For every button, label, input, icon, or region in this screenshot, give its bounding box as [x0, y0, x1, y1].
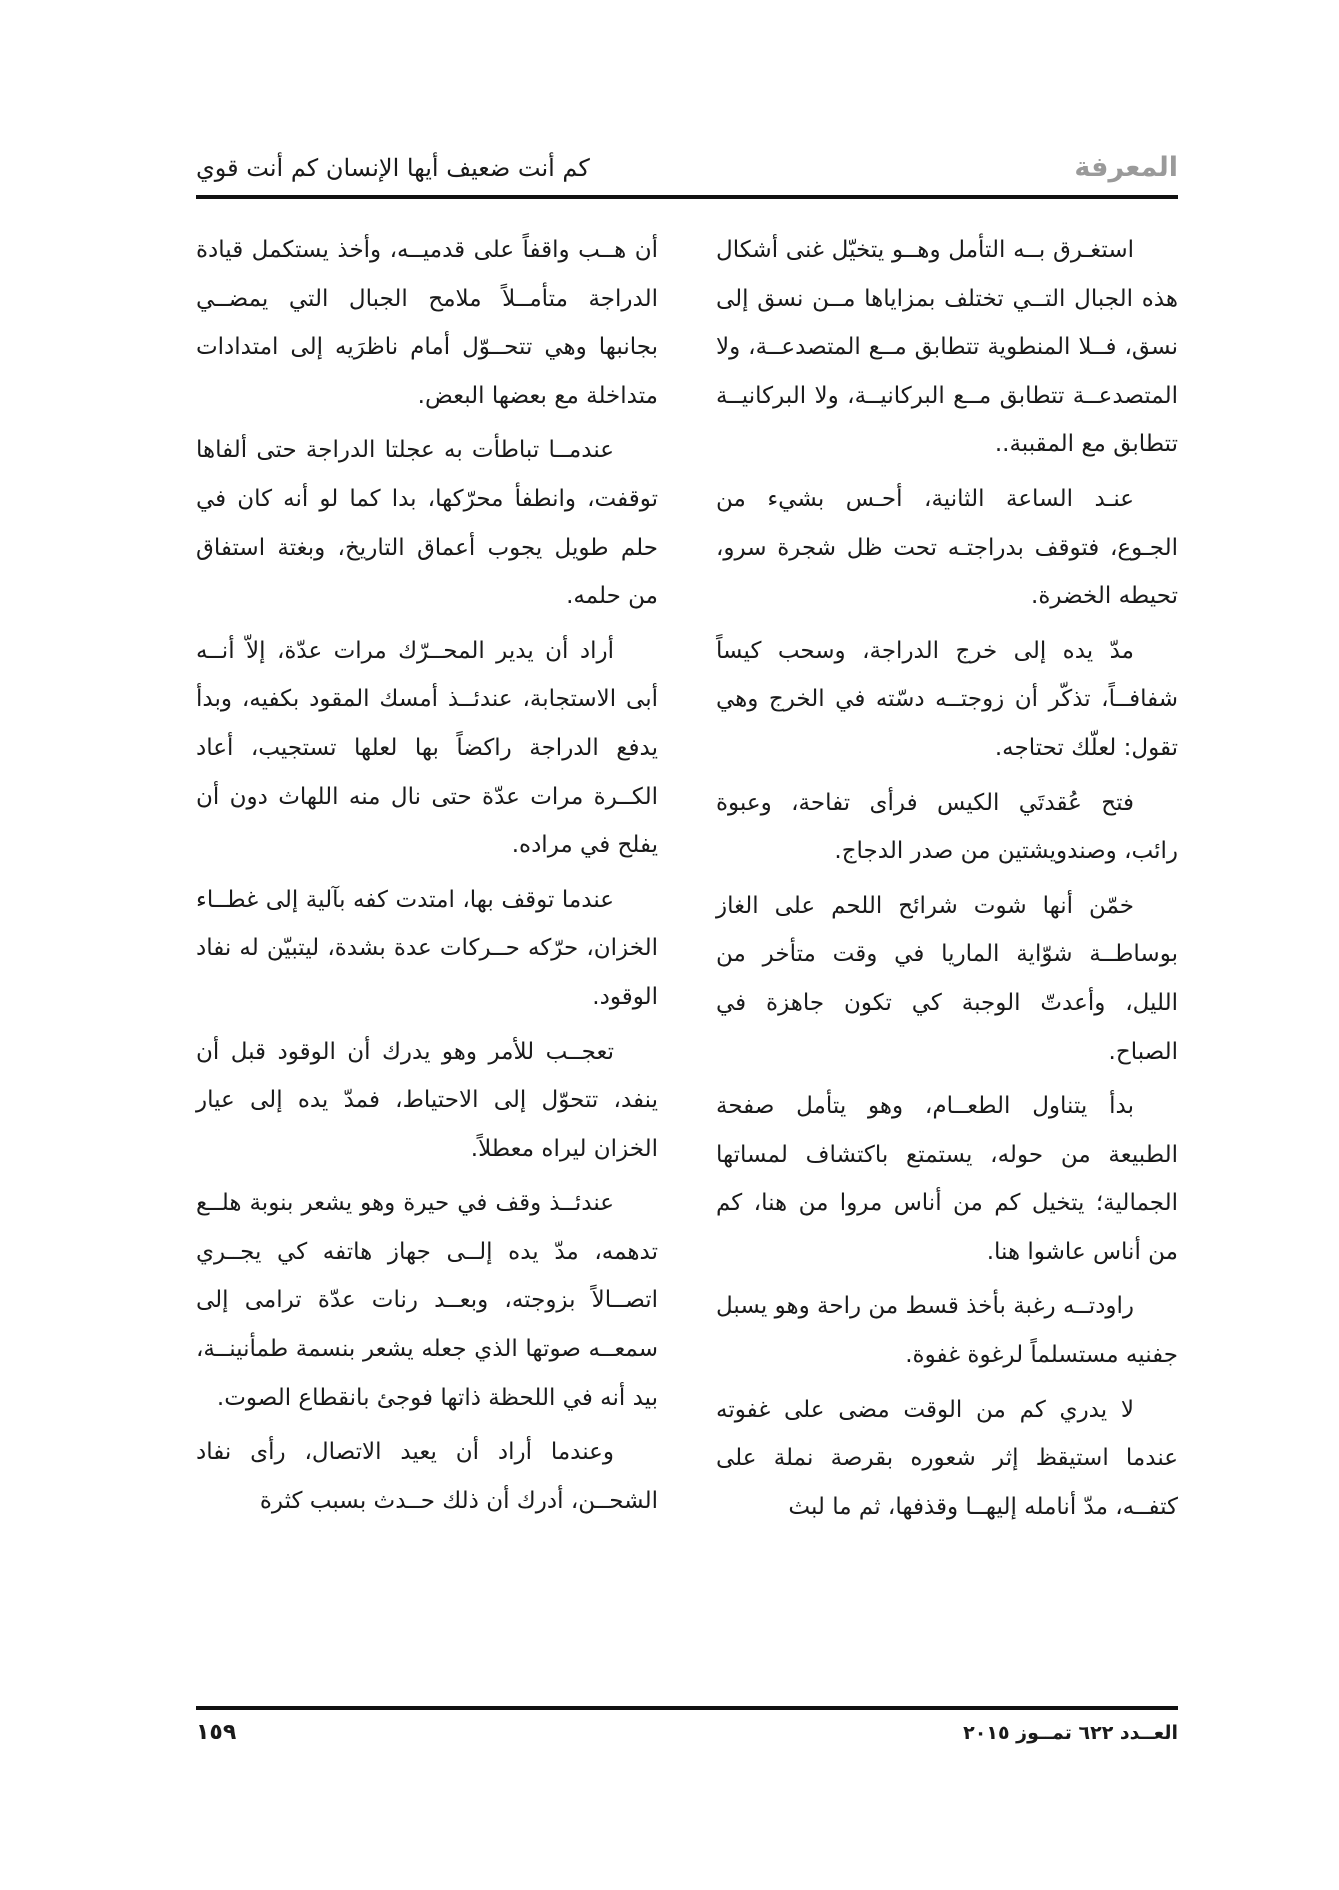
running-footer: [196, 1722, 1178, 1752]
text-column-left: [196, 226, 658, 1531]
magazine-logo: المعرفة: [1074, 152, 1178, 183]
paragraph: عندئــذ وقف في حيرة وهو يشعر بنوبة هلــع تدهمه، مدّ يده إلــى جهاز هاتفه كي يجــري اتصــالاً بزوجته، وبعــد رنات عدّة ترامى إلى سمعــه صوتها الذي جعله يشعر بنسمة طمأنينــة، بيد أنه في اللحظة ذاتها فوجئ بانقطاع الصوت.: [196, 1190, 658, 1411]
paragraph: عندمــا تباطأت به عجلتا الدراجة حتى ألفاها توقفت، وانطفأ محرّكها، بدا كما لو أنه كان في حلم طويل يجوب أعماق التاريخ، وبغتة استفاق من حلمه.: [196, 437, 658, 610]
paragraph: بدأ يتناول الطعــام، وهو يتأمل صفحة الطبيعة من حوله، يستمتع باكتشاف لمساتها الجمالية؛ يتخيل كم من أناس مروا من هنا، كم من أناس عاشوا هنا.: [716, 1093, 1178, 1265]
footer-rule: [196, 1706, 1178, 1710]
paragraph: تعجــب للأمر وهو يدرك أن الوقود قبل أن ينفد، تتحوّل إلى الاحتياط، فمدّ يده إلى عيار الخزان ليراه معطلاً.: [196, 1038, 658, 1162]
paragraph: راودتــه رغبة بأخذ قسط من راحة وهو يسبل جفنيه مستسلماً لرغوة غفوة.: [716, 1293, 1178, 1369]
paragraph: أن هــب واقفاً على قدميــه، وأخذ يستكمل قيادة الدراجة متأمــلاً ملامح الجبال التي يمضــي بجانبها وهي تتحــوّل أمام ناظرَيه إلى امتدادات متداخلة مع بعضها البعض.: [196, 237, 658, 409]
paragraph: استغـرق بــه التأمل وهــو يتخيّل غنى أشكال هذه الجبال التــي تختلف بمزاياها مــن نسق إلى نسق، فــلا المنطوية تتطابق مــع المتصدعــة، ولا المتصدعــة تتطابق مــع البركانيــة، ولا البركانيــة تتطابق مع المقببة..: [716, 237, 1178, 458]
page-number: ١٥٩: [196, 1720, 237, 1745]
paragraph: عندما توقف بها، امتدت كفه بآلية إلى غطــاء الخزان، حرّكه حــركات عدة بشدة، ليتبيّن له نفاد الوقود.: [196, 886, 658, 1010]
header-rule: [196, 195, 1178, 199]
running-header: [196, 150, 1178, 190]
text-column-right: [716, 226, 1178, 1537]
paragraph: خمّن أنها شوت شرائح اللحم على الغاز بوساطــة شوّاية الماريا في وقت متأخر من الليل، وأعدتّ الوجبة كي تكون جاهزة في الصباح.: [716, 892, 1178, 1065]
issue-info: العــدد ٦٢٢ تمــوز ٢٠١٥: [963, 1722, 1178, 1744]
article-title: كم أنت ضعيف أيها الإنسان كم أنت قوي: [196, 154, 590, 182]
paragraph: وعندما أراد أن يعيد الاتصال، رأى نفاد الشحــن، أدرك أن ذلك حــدث بسبب كثرة: [196, 1439, 658, 1514]
paragraph: لا يدري كم من الوقت مضى على غفوته عندما استيقظ إثر شعوره بقرصة نملة على كتفــه، مدّ أنامله إليهــا وقذفها، ثم ما لبث: [716, 1396, 1178, 1520]
paragraph: مدّ يده إلى خرج الدراجة، وسحب كيساً شفافــاً، تذكّر أن زوجتــه دسّته في الخرج وهي تقول: لعلّك تحتاجه.: [716, 637, 1178, 761]
paragraph: عنـد الساعة الثانية، أحـس بشيء من الجـوع، فتوقف بدراجتـه تحت ظل شجرة سرو، تحيطه الخضرة.: [716, 485, 1178, 610]
paragraph: فتح عُقدتَي الكيس فرأى تفاحة، وعبوة رائب، وصندويشتين من صدر الدجاج.: [716, 789, 1178, 865]
paragraph: أراد أن يدير المحــرّك مرات عدّة، إلاّ أنــه أبى الاستجابة، عندئــذ أمسك المقود بكفيه، وبدأ يدفع الدراجة راكضاً بها لعلها تستجيب، أعاد الكــرة مرات عدّة حتى نال منه اللهاث دون أن يفلح في مراده.: [196, 637, 658, 859]
